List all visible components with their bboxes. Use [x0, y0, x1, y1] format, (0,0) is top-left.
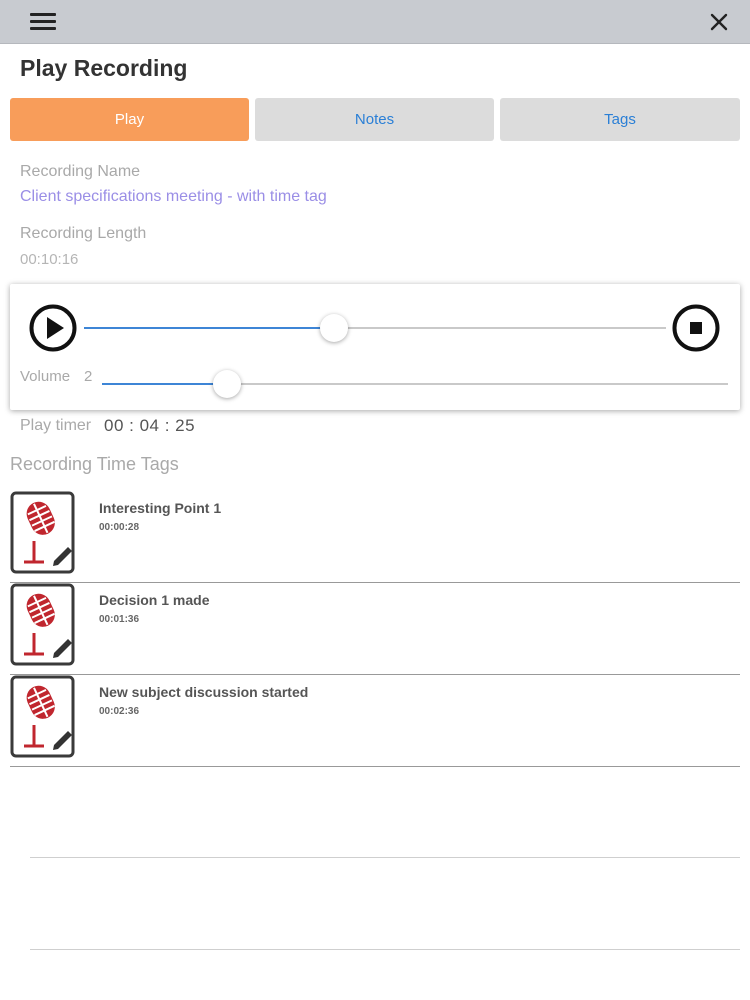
microphone-edit-icon — [10, 491, 75, 574]
time-tag-row[interactable] — [10, 675, 740, 767]
microphone-edit-icon — [10, 675, 75, 758]
top-bar — [0, 0, 750, 44]
volume-thumb[interactable] — [213, 370, 241, 398]
stop-icon[interactable] — [672, 304, 720, 352]
time-tag-time: 00:02:36 — [99, 706, 140, 717]
play-timer-value: 00 : 04 : 25 — [104, 416, 196, 435]
hamburger-menu-icon[interactable] — [30, 12, 56, 32]
time-tag-row[interactable] — [10, 583, 740, 675]
volume-slider[interactable] — [102, 370, 728, 398]
time-tag-title: New subject discussion started — [99, 684, 309, 700]
recording-name-label: Recording Name — [20, 163, 141, 180]
time-tag-time: 00:00:28 — [99, 522, 140, 533]
time-tag-time: 00:01:36 — [99, 614, 140, 625]
tab-bar — [10, 98, 740, 141]
play-icon[interactable] — [29, 304, 77, 352]
time-tag-title: Decision 1 made — [99, 592, 210, 608]
tab-play[interactable]: Play — [10, 98, 249, 141]
play-timer-label: Play timer — [20, 417, 92, 434]
tab-notes[interactable]: Notes — [255, 98, 494, 141]
microphone-edit-icon — [10, 583, 75, 666]
empty-row-divider — [30, 949, 740, 950]
progress-slider[interactable] — [84, 314, 666, 342]
progress-thumb[interactable] — [320, 314, 348, 342]
recording-length-value: 00:10:16 — [20, 251, 79, 268]
page-title: Play Recording — [20, 55, 188, 81]
player-card — [10, 284, 740, 410]
recording-length-label: Recording Length — [20, 225, 147, 242]
recording-name-value: Client specifications meeting - with time tag — [20, 188, 327, 205]
empty-row-divider — [30, 857, 740, 858]
close-icon[interactable] — [708, 11, 730, 33]
volume-value: 2 — [84, 368, 93, 385]
volume-label: Volume — [20, 368, 71, 385]
time-tag-row[interactable] — [10, 491, 740, 583]
volume-fill — [102, 383, 227, 385]
progress-fill — [84, 327, 334, 329]
time-tag-title: Interesting Point 1 — [99, 500, 222, 516]
tab-tags[interactable]: Tags — [500, 98, 740, 141]
time-tags-heading: Recording Time Tags — [10, 454, 179, 474]
